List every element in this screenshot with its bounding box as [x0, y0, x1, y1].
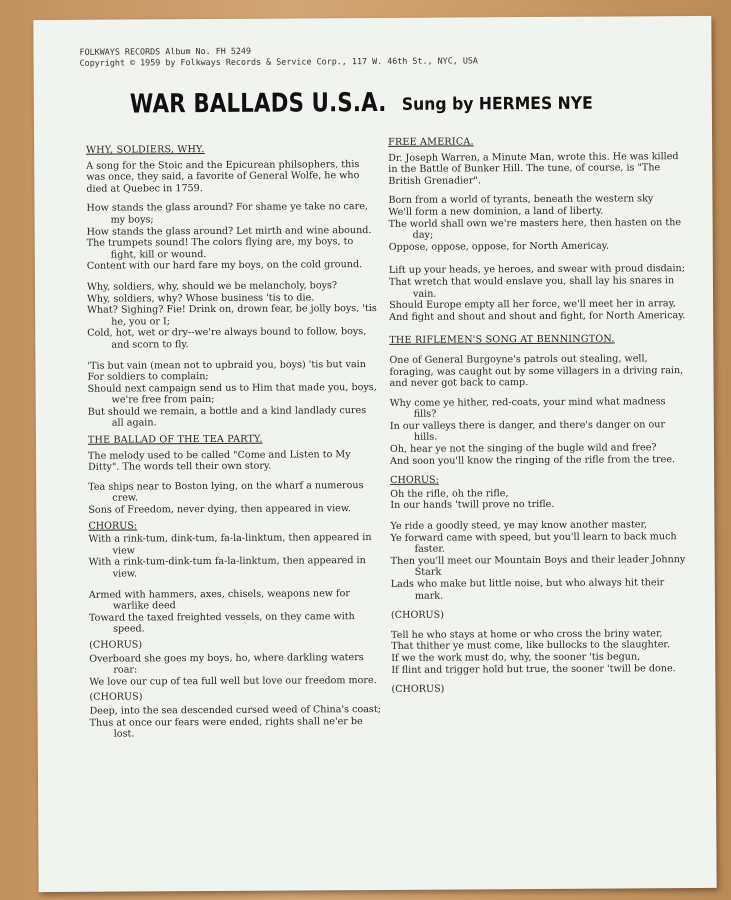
verse — [87, 358, 379, 429]
verse-line: If flint and trigger hold but true, the sooner 'twill be done. — [391, 662, 676, 676]
verse-line: Thus at once our fears were ended, rights shall ne'er be lost. — [89, 715, 363, 740]
verse — [90, 704, 382, 741]
verse-line: Oh, hear ye not the singing of the bugle wild and free? — [389, 442, 657, 455]
verse-line: Born from a world of tyrants, beneath the western sky — [388, 193, 654, 207]
verse-line: In our valleys there is danger, and there's danger on our hills. — [389, 419, 666, 444]
chorus-label: CHORUS: — [88, 520, 138, 532]
verse-line: Toward the taxed freighted vessels, on they came with speed. — [88, 610, 355, 635]
verse-line: Lift up your heads, ye heroes, and swear with proud disdain; — [388, 263, 685, 277]
chorus-reference: (CHORUS) — [391, 683, 445, 696]
verse — [391, 628, 691, 676]
verse-line: Sons of Freedom, never dying, then appeared in view. — [88, 503, 351, 516]
verse-line: Ye ride a goodly steed, ye may know another master, — [390, 519, 648, 532]
verse-line: Why come ye hither, red-coats, your mind what madness fills? — [389, 395, 666, 421]
song-intro: Dr. Joseph Warren, a Minute Man, wrote this. He was killed in the Battle of Bunker Hill. The tune, of course, is "The British Grenadier". — [388, 150, 679, 187]
liner-notes-sheet — [33, 16, 716, 892]
verse — [388, 193, 688, 253]
verse-line: And fight and shout and shout and fight, for North Americay. — [389, 309, 686, 323]
song-heading-free-america: FREE AMERICA. — [388, 136, 474, 148]
verse-line: And soon you'll know the ringing of the rifle from the tree. — [390, 453, 676, 467]
verse-line: 'Tis but vain (mean not to upbraid you, boys) 'tis but vain — [87, 358, 366, 372]
left-column — [86, 143, 382, 740]
verse-line: With a rink-tum-dink-tum fa-la-linktum, then appeared in view. — [88, 555, 366, 580]
verse-line: How stands the glass around? Let mirth and wine abound. — [86, 224, 372, 238]
verse-line: But should we remain, a bottle and a kind landlady cures all again. — [87, 404, 367, 430]
verse-line: We'll form a new dominion, a land of liberty. — [388, 205, 604, 218]
verse-line: That thither ye must come, like bullocks to the slaughter. — [391, 639, 670, 653]
verse-line: Armed with hammers, axes, chisels, weapons new for warlike deed — [88, 587, 350, 612]
verse-line: We love our cup of tea full well but love our freedom more. — [89, 674, 377, 688]
chorus-label: CHORUS: — [390, 474, 439, 487]
chorus-reference: (CHORUS) — [390, 609, 444, 622]
performer-credit: Sung by HERMES NYE — [401, 93, 593, 115]
verse — [89, 652, 381, 689]
song-intro: A song for the Stoic and the Epicurean philsophers, this was once, they said, a favorite of General Wolfe, he who died at Quebec in 1759. — [86, 158, 360, 195]
verse-line: Ye forward came with speed, but you'll learn to back much faster. — [390, 530, 677, 555]
verse-line: If we the work must do, why, the sooner 'tis begun, — [391, 651, 641, 664]
verse-line: Cold, hot, wet or dry--we're always bound to follow, boys, and scorn to fly. — [87, 326, 367, 351]
verse — [89, 588, 381, 636]
verse-line: That wretch that would enslave you, shall lay his snares in vain. — [388, 275, 675, 300]
chorus-reference: (CHORUS) — [89, 691, 143, 704]
verse-line: Tea ships near to Boston lying, on the wharf a numerous crew. — [88, 479, 364, 505]
verse-line: Oh the rifle, oh the rifle, — [390, 488, 509, 500]
song-intro: The melody used to be called "Come and Listen to My Ditty". The words tell their own story. — [87, 448, 351, 474]
chorus — [88, 532, 380, 580]
album-title: WAR BALLADS U.S.A. — [129, 87, 387, 120]
verse-line: With a rink-tum, dink-tum, fa-la-linktum, then appeared in view — [88, 532, 372, 557]
song-heading-tea-party: THE BALLAD OF THE TEA PARTY. — [87, 433, 263, 446]
verse-line: Should next campaign send us to Him that made you, boys, we're free from pain; — [87, 381, 377, 406]
verse — [390, 396, 690, 467]
chorus-reference: (CHORUS) — [89, 639, 143, 651]
right-column — [388, 135, 691, 698]
verse-line: The world shall own we're masters here, then hasten on the day; — [388, 216, 682, 241]
album-title-block — [130, 86, 650, 119]
verse-line: Overboard she goes my boys, ho, where darkling waters roar: — [89, 651, 364, 676]
verse — [88, 480, 380, 517]
verse — [389, 263, 689, 323]
verse-line: Tell he who stays at home or who cross the briny water, — [391, 628, 663, 641]
verse-line: Deep, into the sea descended cursed weed of China's coast; — [89, 703, 381, 717]
verse — [390, 519, 690, 602]
verse-line: In our hands 'twill prove no trifle. — [390, 499, 555, 512]
song-heading-why-soldiers: WHY, SOLDIERS, WHY. — [86, 144, 205, 156]
publisher-header — [80, 44, 600, 69]
chorus — [390, 487, 690, 512]
verse-line: How stands the glass around? For shame ye take no care, my boys; — [86, 201, 368, 226]
verse-line: Should Europe empty all her force, we'll meet her in array, — [389, 298, 676, 312]
verse — [86, 201, 378, 272]
album-line: FOLKWAYS RECORDS Album No. FH 5249 — [79, 45, 252, 57]
song-intro: One of General Burgoyne's patrols out stealing, well, foraging, was caught out by some villagers in a driving rain, and never got back to camp. — [389, 353, 684, 390]
verse-line: Why, soldiers, why? Whose business 'tis to die. — [87, 291, 315, 305]
song-heading-riflemen: THE RIFLEMEN'S SONG AT BENNINGTON. — [389, 333, 615, 347]
verse-line: Then you'll meet our Mountain Boys and their leader Johnny Stark — [390, 553, 686, 579]
verse — [87, 280, 379, 351]
verse-line: Oppose, oppose, oppose, for North Americay. — [388, 240, 609, 253]
verse-line: The trumpets sound! The colors flying are, my boys, to fight, kill or wound. — [86, 236, 354, 261]
verse-line: Content with our hard fare my boys, on the cold ground. — [86, 259, 363, 273]
verse-line: What? Sighing? Fie! Drink on, drown fear, be jolly boys, 'tis he, you or I; — [87, 303, 377, 328]
verse-line: Why, soldiers, why, should we be melancholy, boys? — [86, 280, 338, 293]
verse-line: For soldiers to complain; — [87, 371, 209, 383]
verse-line: Lads who make but little noise, but who always hit their mark. — [390, 577, 665, 602]
copyright-line: Copyright © 1959 by Folkways Records & Service Corp., 117 W. 46th St., NYC, USA — [79, 55, 478, 68]
